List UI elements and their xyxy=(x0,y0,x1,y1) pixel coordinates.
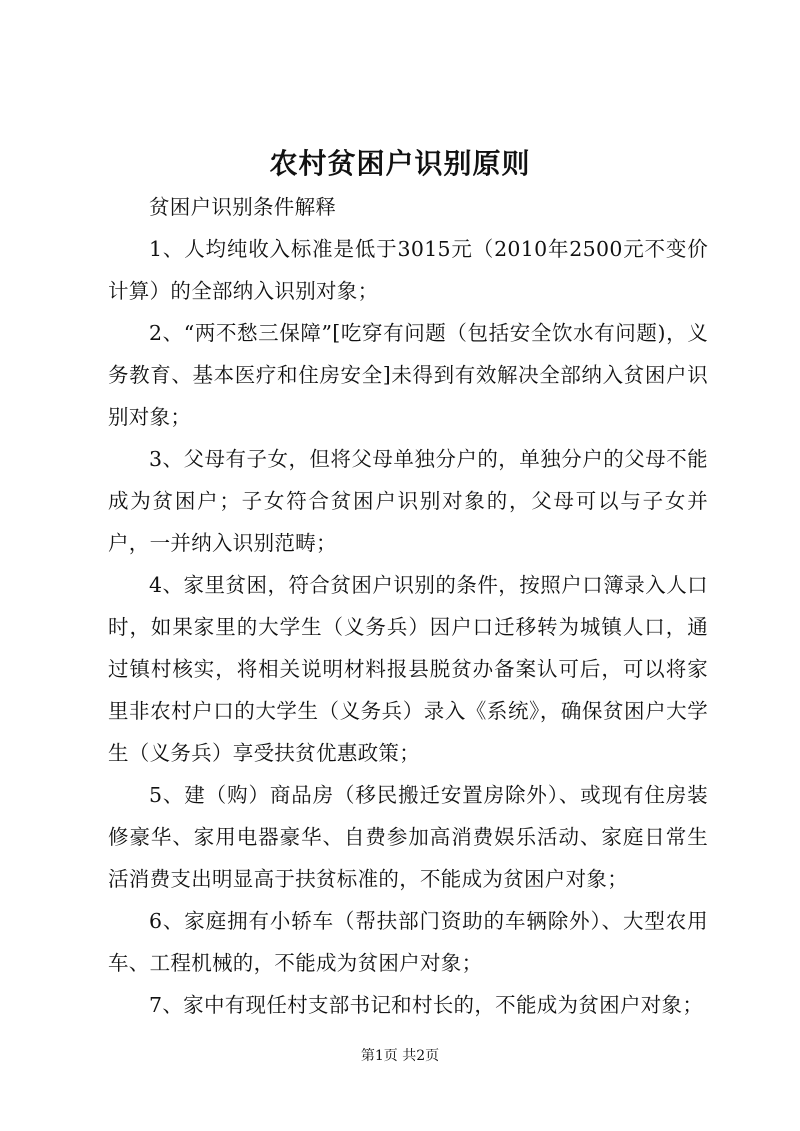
paragraph-item-1: 1、人均纯收入标准是低于3015元（2010年2500元不变价计算）的全部纳入识别对象； xyxy=(108,237,708,303)
paragraph-item-4: 4、家里贫困，符合贫困户识别的条件，按照户口簿录入人口时，如果家里的大学生（义务兵）因户口迁移转为城镇人口，通过镇村核实，将相关说明材料报县脱贫办备案认可后，可以将家里非农村户口的大学生（义务兵）录入《系统》，确保贫困户大学生（义务兵）享受扶贫优惠政策； xyxy=(108,573,708,765)
paragraph-item-5: 5、建（购）商品房（移民搬迁安置房除外）、或现有住房装修豪华、家用电器豪华、自费参加高消费娱乐活动、家庭日常生活消费支出明显高于扶贫标准的，不能成为贫困户对象； xyxy=(108,783,708,891)
paragraph-item-2: 2、“两不愁三保障”[吃穿有问题（包括安全饮水有问题)，义务教育、基本医疗和住房安全]未得到有效解决全部纳入贫困户识别对象； xyxy=(108,321,708,429)
document-body xyxy=(108,186,708,1026)
paragraph-item-3: 3、父母有子女，但将父母单独分户的，单独分户的父母不能成为贫困户；子女符合贫困户识别对象的，父母可以与子女并户，一并纳入识别范畴； xyxy=(108,447,708,555)
paragraph-item-6: 6、家庭拥有小轿车（帮扶部门资助的车辆除外）、大型农用车、工程机械的，不能成为贫困户对象； xyxy=(108,909,708,975)
page-title: 农村贫困户识别原则 xyxy=(269,147,531,180)
subtitle-paragraph: 贫困户识别条件解释 xyxy=(149,195,337,219)
paragraph-item-7: 7、家中有现任村支部书记和村长的，不能成为贫困户对象； xyxy=(149,993,704,1017)
page-footer: 第1页 共2页 xyxy=(360,1048,440,1064)
